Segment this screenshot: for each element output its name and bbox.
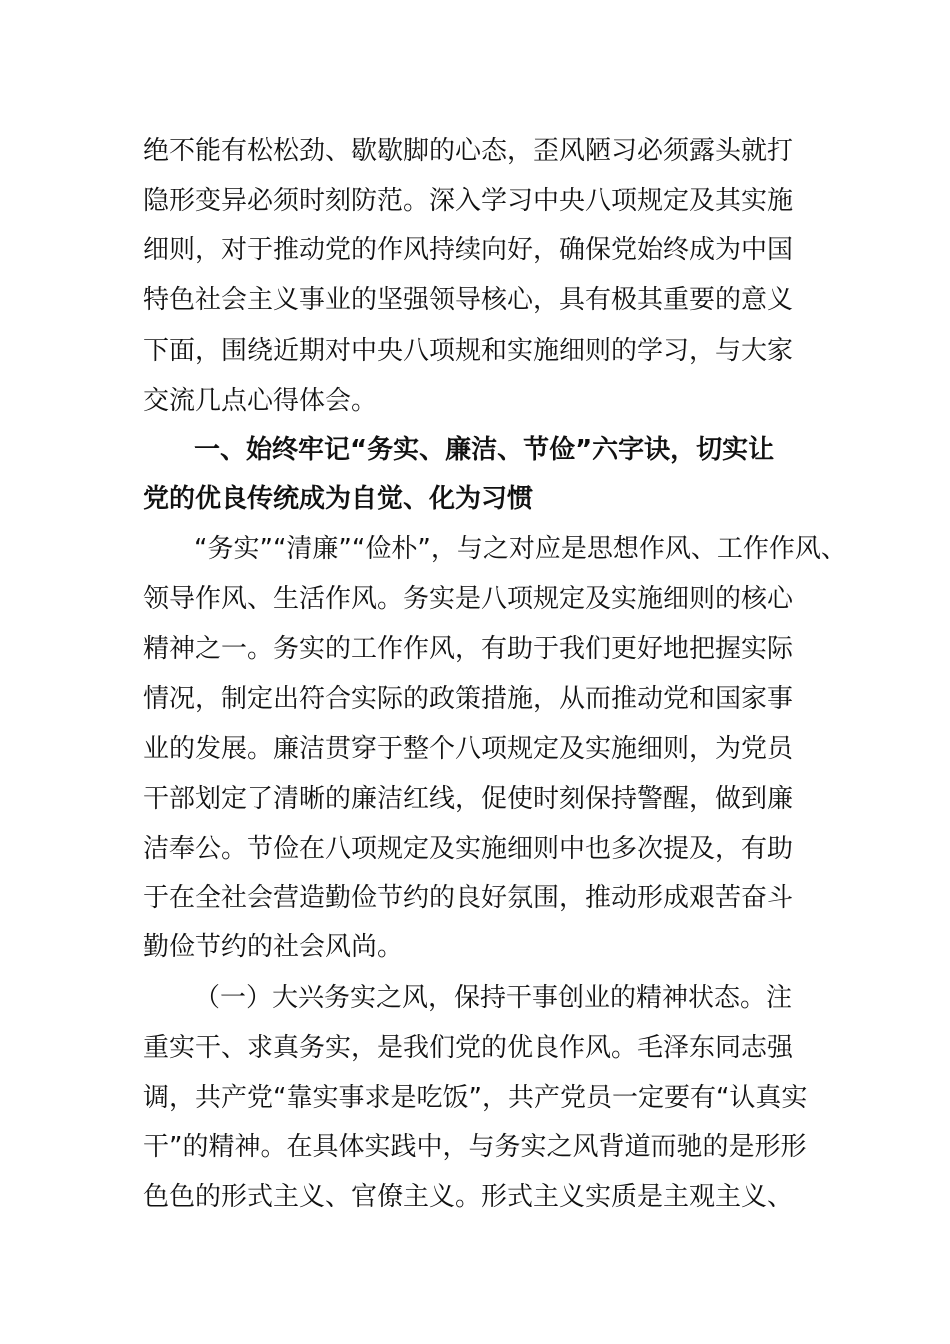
text-line: 隐形变异必须时刻防范。深入学习中央八项规定及其实施 (143, 186, 794, 216)
text-line: 于在全社会营造勤俭节约的良好氛围，推动形成艰苦奋斗 (143, 883, 794, 913)
text-line: 色色的形式主义、官僚主义。形式主义实质是主观主义、 (143, 1182, 794, 1212)
text-line: 业的发展。廉洁贯穿于整个八项规定及实施细则，为党员 (143, 734, 794, 764)
text-line: 特色社会主义事业的坚强领导核心，具有极其重要的意义 (143, 285, 794, 315)
text-line: 重实干、求真务实，是我们党的优良作风。毛泽东同志强 (143, 1033, 794, 1063)
text-line: 细则，对于推动党的作风持续向好，确保党始终成为中国 (143, 235, 794, 265)
text-line: 交流几点心得体会。 (143, 386, 378, 416)
text-line: 领导作风、生活作风。务实是八项规定及实施细则的核心 (143, 584, 794, 614)
text-line: 干”的精神。在具体实践中，与务实之风背道而驰的是形形 (143, 1132, 807, 1162)
text-line: 精神之一。务实的工作作风，有助于我们更好地把握实际 (143, 634, 794, 664)
text-line: “务实”“清廉”“俭朴”，与之对应是思想作风、工作作风、 (194, 534, 847, 564)
text-line: 情况，制定出符合实际的政策措施，从而推动党和国家事 (143, 684, 794, 714)
section-heading-line: 一、始终牢记“务实、廉洁、节俭”六字诀，切实让 (194, 435, 775, 465)
text-line: 洁奉公。节俭在八项规定及实施细则中也多次提及，有助 (143, 834, 794, 864)
text-line: 干部划定了清晰的廉洁红线，促使时刻保持警醒，做到廉 (143, 784, 794, 814)
text-line: 勤俭节约的社会风尚。 (143, 932, 404, 962)
text-line: 下面，围绕近期对中央八项规和实施细则的学习，与大家 (143, 336, 794, 366)
section-heading-line: 党的优良传统成为自觉、化为习惯 (143, 484, 534, 514)
text-line: 调，共产党“靠实事求是吃饭”，共产党员一定要有“认真实 (143, 1083, 808, 1113)
subsection-line: （一）大兴务实之风，保持干事创业的精神状态。注 (194, 983, 793, 1013)
text-line: 绝不能有松松劲、歇歇脚的心态，歪风陋习必须露头就打 (143, 136, 794, 166)
